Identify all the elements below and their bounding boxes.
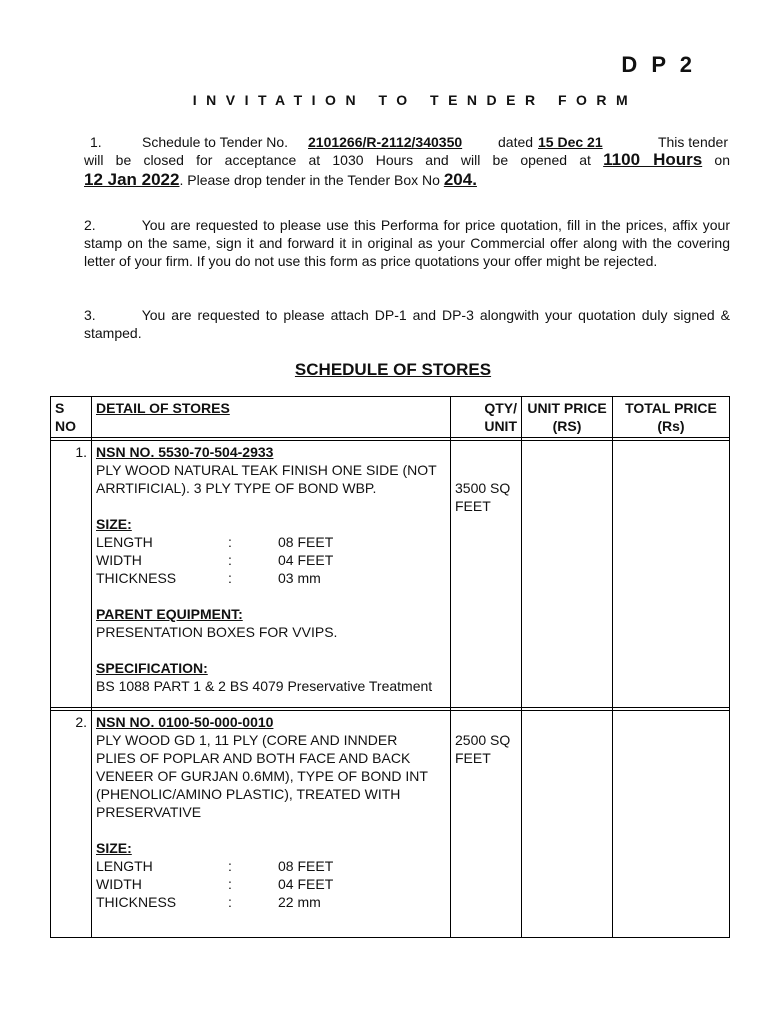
item-unit-price: [522, 441, 613, 708]
size-value: 04 FEET: [278, 876, 334, 892]
para2-text: You are requested to please use this Performa for price quotation, fill in the prices, affix your stamp on the same, sign it and forward it in original as your Commercial offer along with the covering letter of your firm. If you do not use this form as price quotations your offer might be rejected.: [84, 217, 730, 269]
paragraph-3: [84, 306, 730, 342]
size-key: WIDTH: [96, 876, 142, 892]
size-row: [96, 533, 446, 551]
col-total-price: TOTAL PRICE (Rs): [613, 397, 730, 438]
size-value: 08 FEET: [278, 534, 334, 550]
size-colon: :: [228, 894, 232, 910]
schedule-table: [50, 396, 730, 938]
item-description: PLY WOOD NATURAL TEAK FINISH ONE SIDE (NOT ARRTIFICIAL). 3 PLY TYPE OF BOND WBP.: [96, 462, 437, 496]
size-key: THICKNESS: [96, 894, 177, 910]
opening-date: 12 Jan 2022: [84, 170, 180, 189]
item-unit-price: [522, 711, 613, 938]
item-total-price: [613, 441, 730, 708]
para1-on: on: [714, 152, 730, 168]
col-qty: QTY/ UNIT: [451, 397, 522, 438]
item-qty: 2500 SQ FEET: [455, 732, 511, 766]
size-colon: :: [228, 876, 232, 892]
item-nsn: NSN NO. 5530-70-504-2933: [96, 444, 274, 460]
item-qty: 3500 SQ FEET: [455, 480, 511, 514]
size-row: [96, 569, 446, 587]
col-detail: DETAIL OF STORES: [92, 397, 451, 438]
item-detail: [92, 711, 451, 938]
size-label: SIZE:: [96, 840, 132, 856]
schedule-title: SCHEDULE OF STORES: [294, 360, 492, 379]
size-value: 04 FEET: [278, 552, 334, 568]
item-nsn: NSN NO. 0100-50-000-0010: [96, 714, 274, 730]
para1-line3: . Please drop tender in the Tender Box No: [179, 172, 440, 188]
size-value: 03 mm: [278, 570, 321, 586]
item-detail: [92, 441, 451, 708]
para3-text: You are requested to please attach DP-1 and DP-3 alongwith your quotation duly signed & stamped.: [84, 307, 730, 341]
size-colon: :: [228, 534, 232, 550]
col-sno: S NO: [51, 397, 92, 438]
dated-label: dated: [498, 134, 534, 150]
size-value: 08 FEET: [278, 858, 334, 874]
size-colon: :: [228, 858, 232, 874]
item-sno: 1.: [51, 441, 92, 708]
table-row: [51, 441, 730, 708]
para1-line2: will be closed for acceptance at 1030 Hours and will be opened at: [84, 152, 591, 168]
item-total-price: [613, 711, 730, 938]
tender-number: 2101266/R-2112/340350: [308, 134, 463, 150]
col-unit-price: UNIT PRICE (RS): [522, 397, 613, 438]
size-label: SIZE:: [96, 516, 132, 532]
item-qty-cell: [451, 441, 522, 708]
para1-lead: Schedule to Tender No.: [142, 134, 289, 150]
size-key: LENGTH: [96, 534, 153, 550]
para2-number: 2.: [84, 217, 96, 233]
specification: BS 1088 PART 1 & 2 BS 4079 Preservative Treatment: [96, 678, 433, 694]
size-value: 22 mm: [278, 894, 321, 910]
opening-time: 1100 Hours: [603, 150, 703, 169]
size-row: [96, 857, 446, 875]
form-code: D P 2: [621, 52, 696, 77]
tender-date: 15 Dec 21: [538, 134, 603, 150]
size-key: THICKNESS: [96, 570, 177, 586]
form-title: INVITATION TO TENDER FORM: [192, 92, 638, 108]
size-colon: :: [228, 570, 232, 586]
size-row: [96, 875, 446, 893]
table-row: [51, 711, 730, 938]
size-key: LENGTH: [96, 858, 153, 874]
para1-number: 1.: [90, 134, 102, 150]
para1-tail: This tender: [657, 134, 728, 150]
parent-equipment: PRESENTATION BOXES FOR VVIPS.: [96, 624, 338, 640]
item-qty-cell: [451, 711, 522, 938]
specification-label: SPECIFICATION:: [96, 660, 208, 676]
size-colon: :: [228, 552, 232, 568]
size-row: [96, 893, 446, 935]
size-key: WIDTH: [96, 552, 142, 568]
item-sno: 2.: [51, 711, 92, 938]
parent-equipment-label: PARENT EQUIPMENT:: [96, 606, 243, 622]
paragraph-1: [84, 133, 730, 189]
paragraph-2: [84, 216, 730, 270]
size-row: [96, 551, 446, 569]
para3-number: 3.: [84, 307, 96, 323]
tender-box-number: 204.: [443, 170, 477, 189]
item-description: PLY WOOD GD 1, 11 PLY (CORE AND INNDER PLIES OF POPLAR AND BOTH FACE AND BACK VENEER OF GURJAN 0.6MM), TYPE OF BOND INT (PHENOLIC/AMINO PLASTIC), TREATED WITH PRESERVATIVE: [96, 732, 428, 820]
table-header-row: [51, 397, 730, 438]
